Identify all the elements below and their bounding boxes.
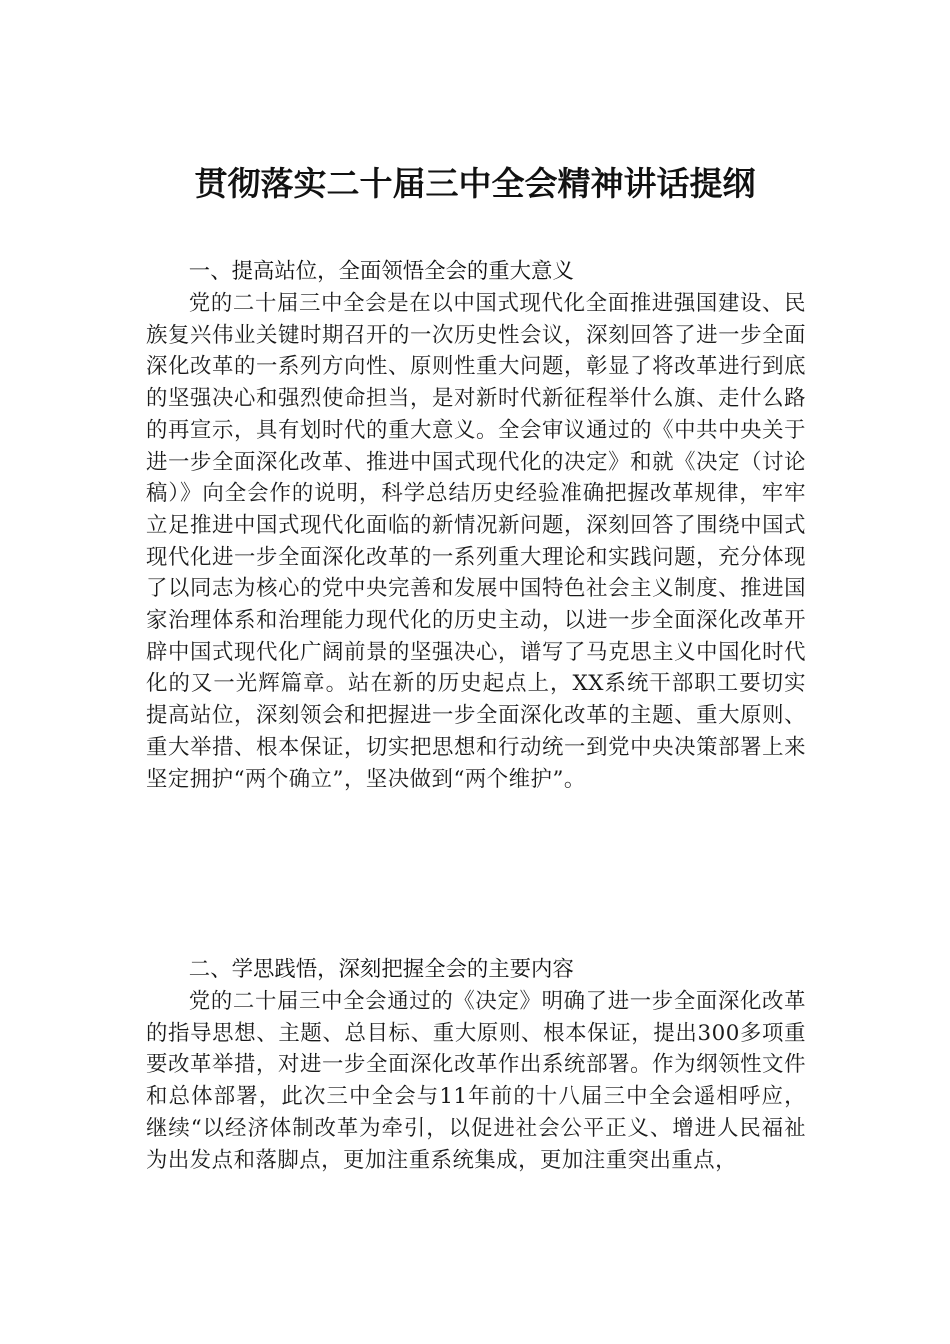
section-paragraph-2: 党的二十届三中全会通过的《决定》明确了进一步全面深化改革的指导思想、主题、总目标、重大原则、根本保证，提出300多项重要改革举措，对进一步全面深化改革作出系统部署。作为纲领性文件和总体部署，此次三中全会与11年前的十八届三中全会遥相呼应，继续“以经济体制改革为牵引，以促进社会公平正义、增进人民福祉为出发点和落脚点，更加注重系统集成，更加注重突出重点， — [146, 989, 806, 1173]
section-heading-2: 二、学思践悟，深刻把握全会的主要内容 — [188, 957, 574, 982]
section-heading-1: 一、提高站位，全面领悟全会的重大意义 — [188, 259, 574, 284]
document-title: 贯彻落实二十届三中全会精神讲话提纲 — [194, 164, 756, 203]
section-paragraph-1: 党的二十届三中全会是在以中国式现代化全面推进强国建设、民族复兴伟业关键时期召开的一次历史性会议，深刻回答了进一步全面深化改革的一系列方向性、原则性重大问题，彰显了将改革进行到底的坚强决心和强烈使命担当，是对新时代新征程举什么旗、走什么路的再宣示，具有划时代的重大意义。全会审议通过的《中共中央关于进一步全面深化改革、推进中国式现代化的决定》和就《决定（讨论稿）》向全会作的说明，科学总结历史经验准确把握改革规律，牢牢立足推进中国式现代化面临的新情况新问题，深刻回答了围绕中国式现代化进一步全面深化改革的一系列重大理论和实践问题，充分体现了以同志为核心的党中央完善和发展中国特色社会主义制度、推进国家治理体系和治理能力现代化的历史主动，以进一步全面深化改革开辟中国式现代化广阔前景的坚强决心，谱写了马克思主义中国化时代化的又一光辉篇章。站在新的历史起点上，XX系统干部职工要切实提高站位，深刻领会和把握进一步全面深化改革的主题、重大原则、重大举措、根本保证，切实把思想和行动统一到党中央决策部署上来坚定拥护“两个确立”，坚决做到“两个维护”。 — [146, 291, 806, 792]
